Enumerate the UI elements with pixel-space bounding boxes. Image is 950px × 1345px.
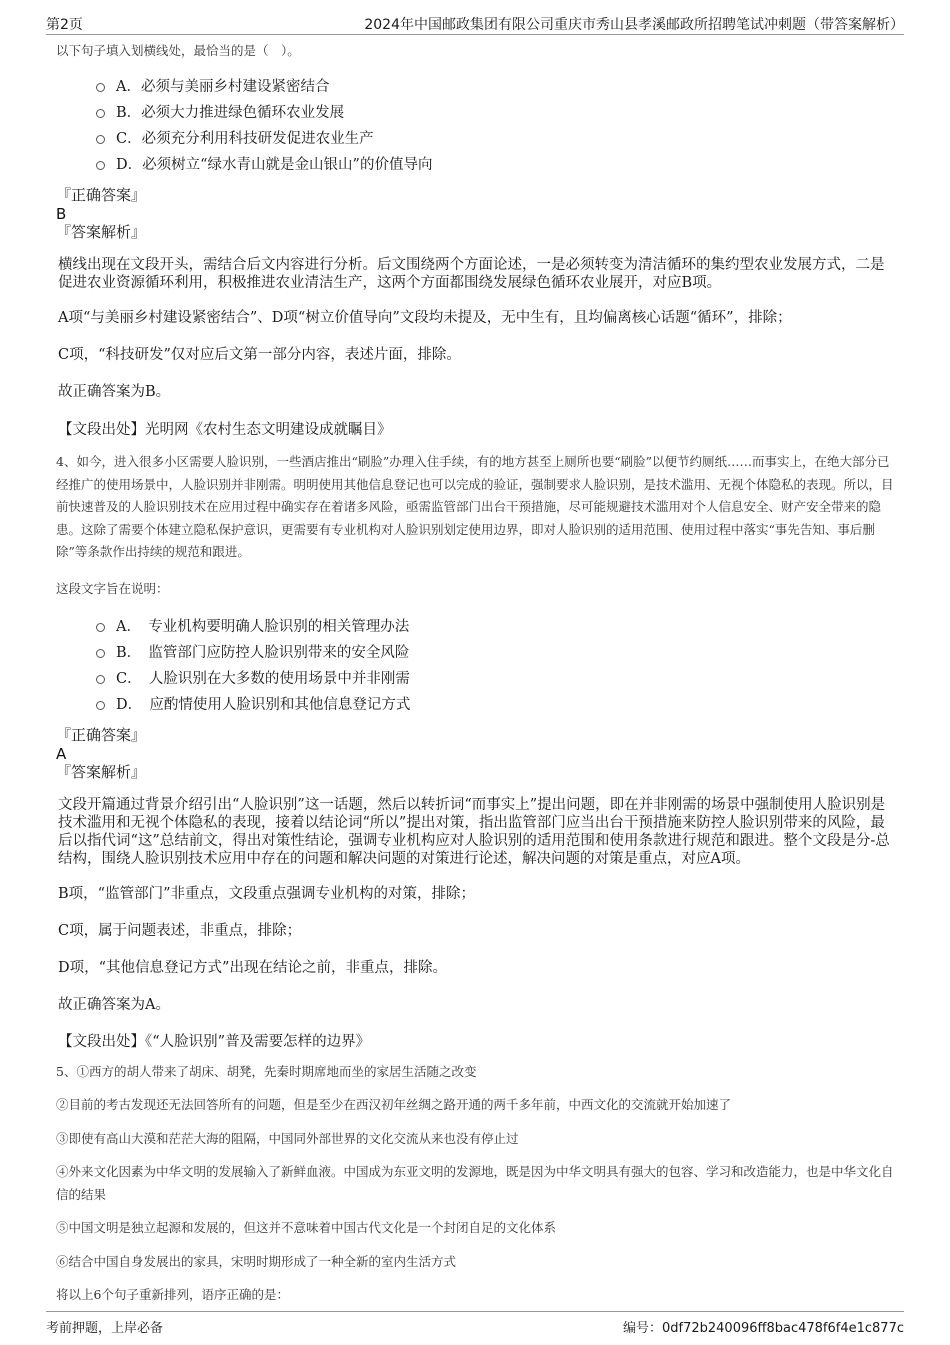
- footer-slogan: 考前押题，上岸必备: [46, 1321, 164, 1336]
- radio-icon[interactable]: [96, 675, 105, 684]
- q5-item-1: 5、①西方的胡人带来了胡床、胡凳，先秦时期席地而坐的家居生活随之改变: [56, 1063, 477, 1079]
- q4-prompt: 这段文字旨在说明：: [56, 580, 169, 596]
- q4-analysis-d: D项，“其他信息登记方式”出现在结论之前，非重点，排除。: [58, 959, 447, 976]
- q3-prompt: 以下句子填入划横线处，最恰当的是（ ）。: [56, 43, 300, 58]
- page-number: 第2页: [46, 17, 83, 33]
- q4-option-b[interactable]: B． 监管部门应防控人脸识别带来的安全风险: [94, 640, 904, 666]
- document-title: 2024年中国邮政集团有限公司重庆市秀山县孝溪邮政所招聘笔试冲刺题（带答案解析）: [364, 17, 904, 33]
- q4-source: 【文段出处】《“人脸识别”普及需要怎样的边界》: [58, 1033, 371, 1050]
- q3-analysis-conclusion: 故正确答案为B。: [58, 384, 171, 400]
- q4-option-c[interactable]: C． 人脸识别在大多数的使用场景中并非刚需: [94, 666, 904, 692]
- q3-option-d[interactable]: D．必须树立“绿水青山就是金山银山”的价值导向: [94, 152, 904, 178]
- q3-source: 【文段出处】光明网《农村生态文明建设成就瞩目》: [58, 422, 392, 438]
- radio-icon[interactable]: [96, 623, 105, 632]
- q3-analysis-main: 横线出现在文段开头，需结合后文内容进行分析。后文围绕两个方面论述，一是必须转变为清洁循环的集约型农业发展方式，二是促进农业资源循环利用，积极推进农业清洁生产，这两个方面都围绕发展绿色循环农业展开，对应B项。: [58, 257, 885, 291]
- page-footer: [46, 1311, 904, 1336]
- q4-answer-label: 『正确答案』: [56, 725, 147, 744]
- radio-icon[interactable]: [96, 83, 105, 92]
- q3-answer-label: 『正确答案』: [56, 186, 147, 204]
- q3-answer: B: [56, 205, 67, 223]
- q4-analysis-conclusion: 故正确答案为A。: [58, 996, 170, 1013]
- q4-text: 4、如今，进入很多小区需要人脸识别，一些酒店推出“刷脸”办理入住手续，有的地方甚至上厕所也要“刷脸”以便节约厕纸……而事实上，在绝大部分已经推广的使用场景中，人脸识别并非刚需。明明使用其他信息登记也可以完成的验证，强制要求人脸识别，是技术滥用、无视个体隐私的表现。所以，目前快速普及的人脸识别技术在应用过程中确实存在着诸多风险，亟需监管部门出台干预措施，尽可能规避技术滥用对个人信息安全、财产安全带来的隐患。这除了需要个体建立隐私保护意识，更需要有专业机构对人脸识别划定使用边界，即对人脸识别的适用范围、使用过程中落实“事先告知、事后删除”等条款作出持续的规范和跟进。: [56, 454, 894, 559]
- q4-option-a[interactable]: A． 专业机构要明确人脸识别的相关管理办法: [94, 614, 904, 640]
- page-header: [46, 14, 904, 35]
- q3-option-a[interactable]: A．必须与美丽乡村建设紧密结合: [94, 74, 904, 100]
- q3-option-c[interactable]: C．必须充分利用科技研发促进农业生产: [94, 126, 904, 152]
- q3-analysis-ad: A项“与美丽乡村建设紧密结合”、D项“树立价值导向”文段均未提及，无中生有，且均偏离核心话题“循环”，排除；: [58, 310, 792, 326]
- radio-icon[interactable]: [96, 109, 105, 118]
- q3-option-b[interactable]: B．必须大力推进绿色循环农业发展: [94, 100, 904, 126]
- q5-item-3: ③即使有高山大漠和茫茫大海的阻隔，中国同外部世界的文化交流从来也没有停止过: [56, 1130, 519, 1146]
- q5-item-6: ⑥结合中国自身发展出的家具，宋明时期形成了一种全新的室内生活方式: [56, 1253, 457, 1269]
- radio-icon[interactable]: [96, 701, 105, 710]
- q4-options: [94, 614, 904, 718]
- q4-analysis-b: B项，“监管部门”非重点，文段重点强调专业机构的对策，排除；: [58, 885, 475, 902]
- page-content: [46, 40, 904, 1307]
- q3-analysis-label: 『答案解析』: [56, 223, 147, 241]
- q4-option-d[interactable]: D． 应酌情使用人脸识别和其他信息登记方式: [94, 692, 904, 718]
- q3-analysis-c: C项，“科技研发”仅对应后文第一部分内容，表述片面，排除。: [58, 347, 461, 363]
- q4-analysis-label: 『答案解析』: [56, 762, 147, 781]
- q5-item-2: ②目前的考古发现还无法回答所有的问题，但是至少在西汉初年丝绸之路开通的两千多年前，中西文化的交流就开始加速了: [56, 1097, 732, 1112]
- q5-prompt: 将以上6个句子重新排列，语序正确的是：: [56, 1287, 289, 1302]
- q5-item-4: ④外来文化因素为中华文明的发展输入了新鲜血液。中国成为东亚文明的发源地，既是因为中华文明具有强大的包容、学习和改造能力，也是中华文化自信的结果: [56, 1164, 894, 1202]
- q3-options: [94, 74, 904, 178]
- radio-icon[interactable]: [96, 135, 105, 144]
- radio-icon[interactable]: [96, 649, 105, 658]
- radio-icon[interactable]: [96, 161, 105, 170]
- q4-analysis-main: 文段开篇通过背景介绍引出“人脸识别”这一话题，然后以转折词“而事实上”提出问题，即在并非刚需的场景中强制使用人脸识别是技术滥用和无视个体隐私的表现，接着以结论词“所以”提出对策，指出监管部门应当出台干预措施来防控人脸识别带来的风险，最后以指代词“这”总结前文，得出对策性结论，强调专业机构应对人脸识别的适用范围和使用条款进行规范和跟进。整个文段是分-总结构，围绕人脸识别技术应用中存在的问题和解决问题的对策进行论述，解决问题的对策是重点，对应A项。: [58, 796, 890, 867]
- q4-analysis-c: C项，属于问题表述，非重点，排除；: [58, 922, 302, 939]
- q4-answer: A: [56, 744, 67, 763]
- q5-item-5: ⑤中国文明是独立起源和发展的，但这并不意味着中国古代文化是一个封闭自足的文化体系: [56, 1220, 557, 1235]
- document-id: 编号：0df72b240096ff8bac478f6f4e1c877c: [623, 1321, 904, 1336]
